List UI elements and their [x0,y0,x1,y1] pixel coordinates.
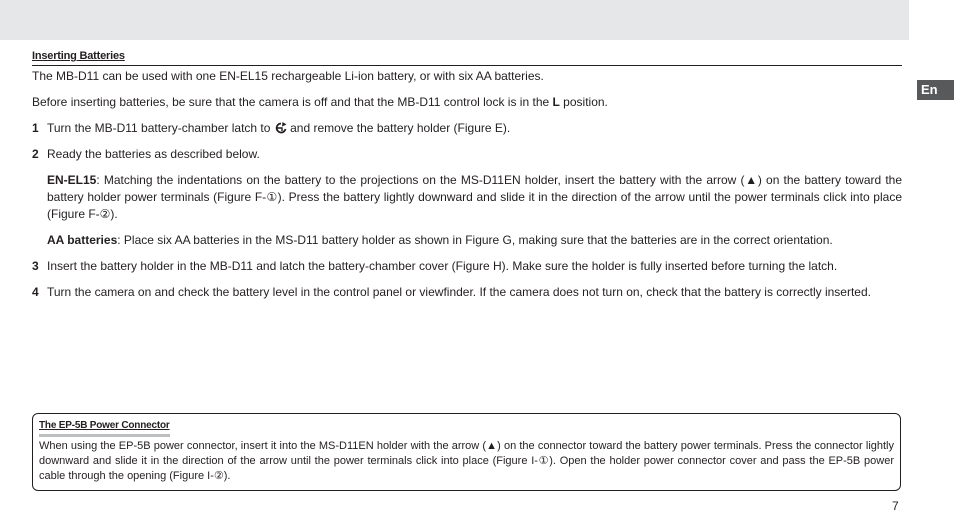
step-4 [32,284,902,301]
main-content [32,48,902,310]
intro-text-end: position. [559,95,608,109]
aa-text: : Place six AA batteries in the MS-D11 battery holder as shown in Figure G, making sure that the batteries are in the correct orientation. [117,233,833,247]
step-2 [32,146,902,163]
en-el15-label: EN-EL15 [47,173,97,187]
header-bar [0,0,909,40]
step-text: Insert the battery holder in the MB-D11 and latch the battery-chamber cover (Figure H). Make sure the holder is fully inserted before turning the latch. [47,259,838,273]
step-number: 3 [32,259,39,273]
aa-label: AA batteries [47,233,118,247]
note-body: When using the EP-5B power connector, insert it into the MS-D11EN holder with the arrow (▲) on the connector toward the battery power terminals. Press the connector lightly downward and slide it in the direction of the arrow until the power terminals click into place (Figure I-①). Open the holder power connector cover and pass the EP-5B power cable through the opening (Figure I-②). [39,440,894,482]
section-title: Inserting Batteries [32,48,902,66]
intro-paragraph: The MB-D11 can be used with one EN-EL15 rechargeable Li-ion battery, or with six AA batteries. [32,69,544,83]
step-text-end: and remove the battery holder (Figure E). [286,121,511,135]
step-3 [32,258,902,275]
page-number: 7 [892,499,899,513]
step-number: 1 [32,121,39,135]
aa-instructions [47,232,902,249]
en-el15-text: : Matching the indentations on the battery to the projections on the MS-D11EN holder, insert the battery with the arrow (▲) on the battery toward the battery holder power terminals (Figure F-①). Press the battery lightly downward and slide it in the direction of the arrow until the power terminals click into place (Figure F-②). [47,173,902,221]
lock-position-label: L [552,95,560,109]
intro-text: Before inserting batteries, be sure that the camera is off and that the MB-D11 control lock is in the [32,95,553,109]
unlock-latch-icon [274,122,287,134]
step-1 [32,120,902,137]
step-text: Ready the batteries as described below. [47,147,260,161]
en-el15-instructions [47,172,902,223]
step-text-start: Turn the MB-D11 battery-chamber latch to [47,121,274,135]
ep5b-note-box [32,413,901,491]
step-text: Turn the camera on and check the battery level in the control panel or viewfinder. If the camera does not turn on, check that the battery is correctly inserted. [47,285,871,299]
step-number: 2 [32,147,39,161]
note-title: The EP-5B Power Connector [39,418,170,437]
step-text [47,120,902,137]
language-tab: En [917,80,954,100]
step-number: 4 [32,285,39,299]
control-lock-paragraph [32,94,902,111]
